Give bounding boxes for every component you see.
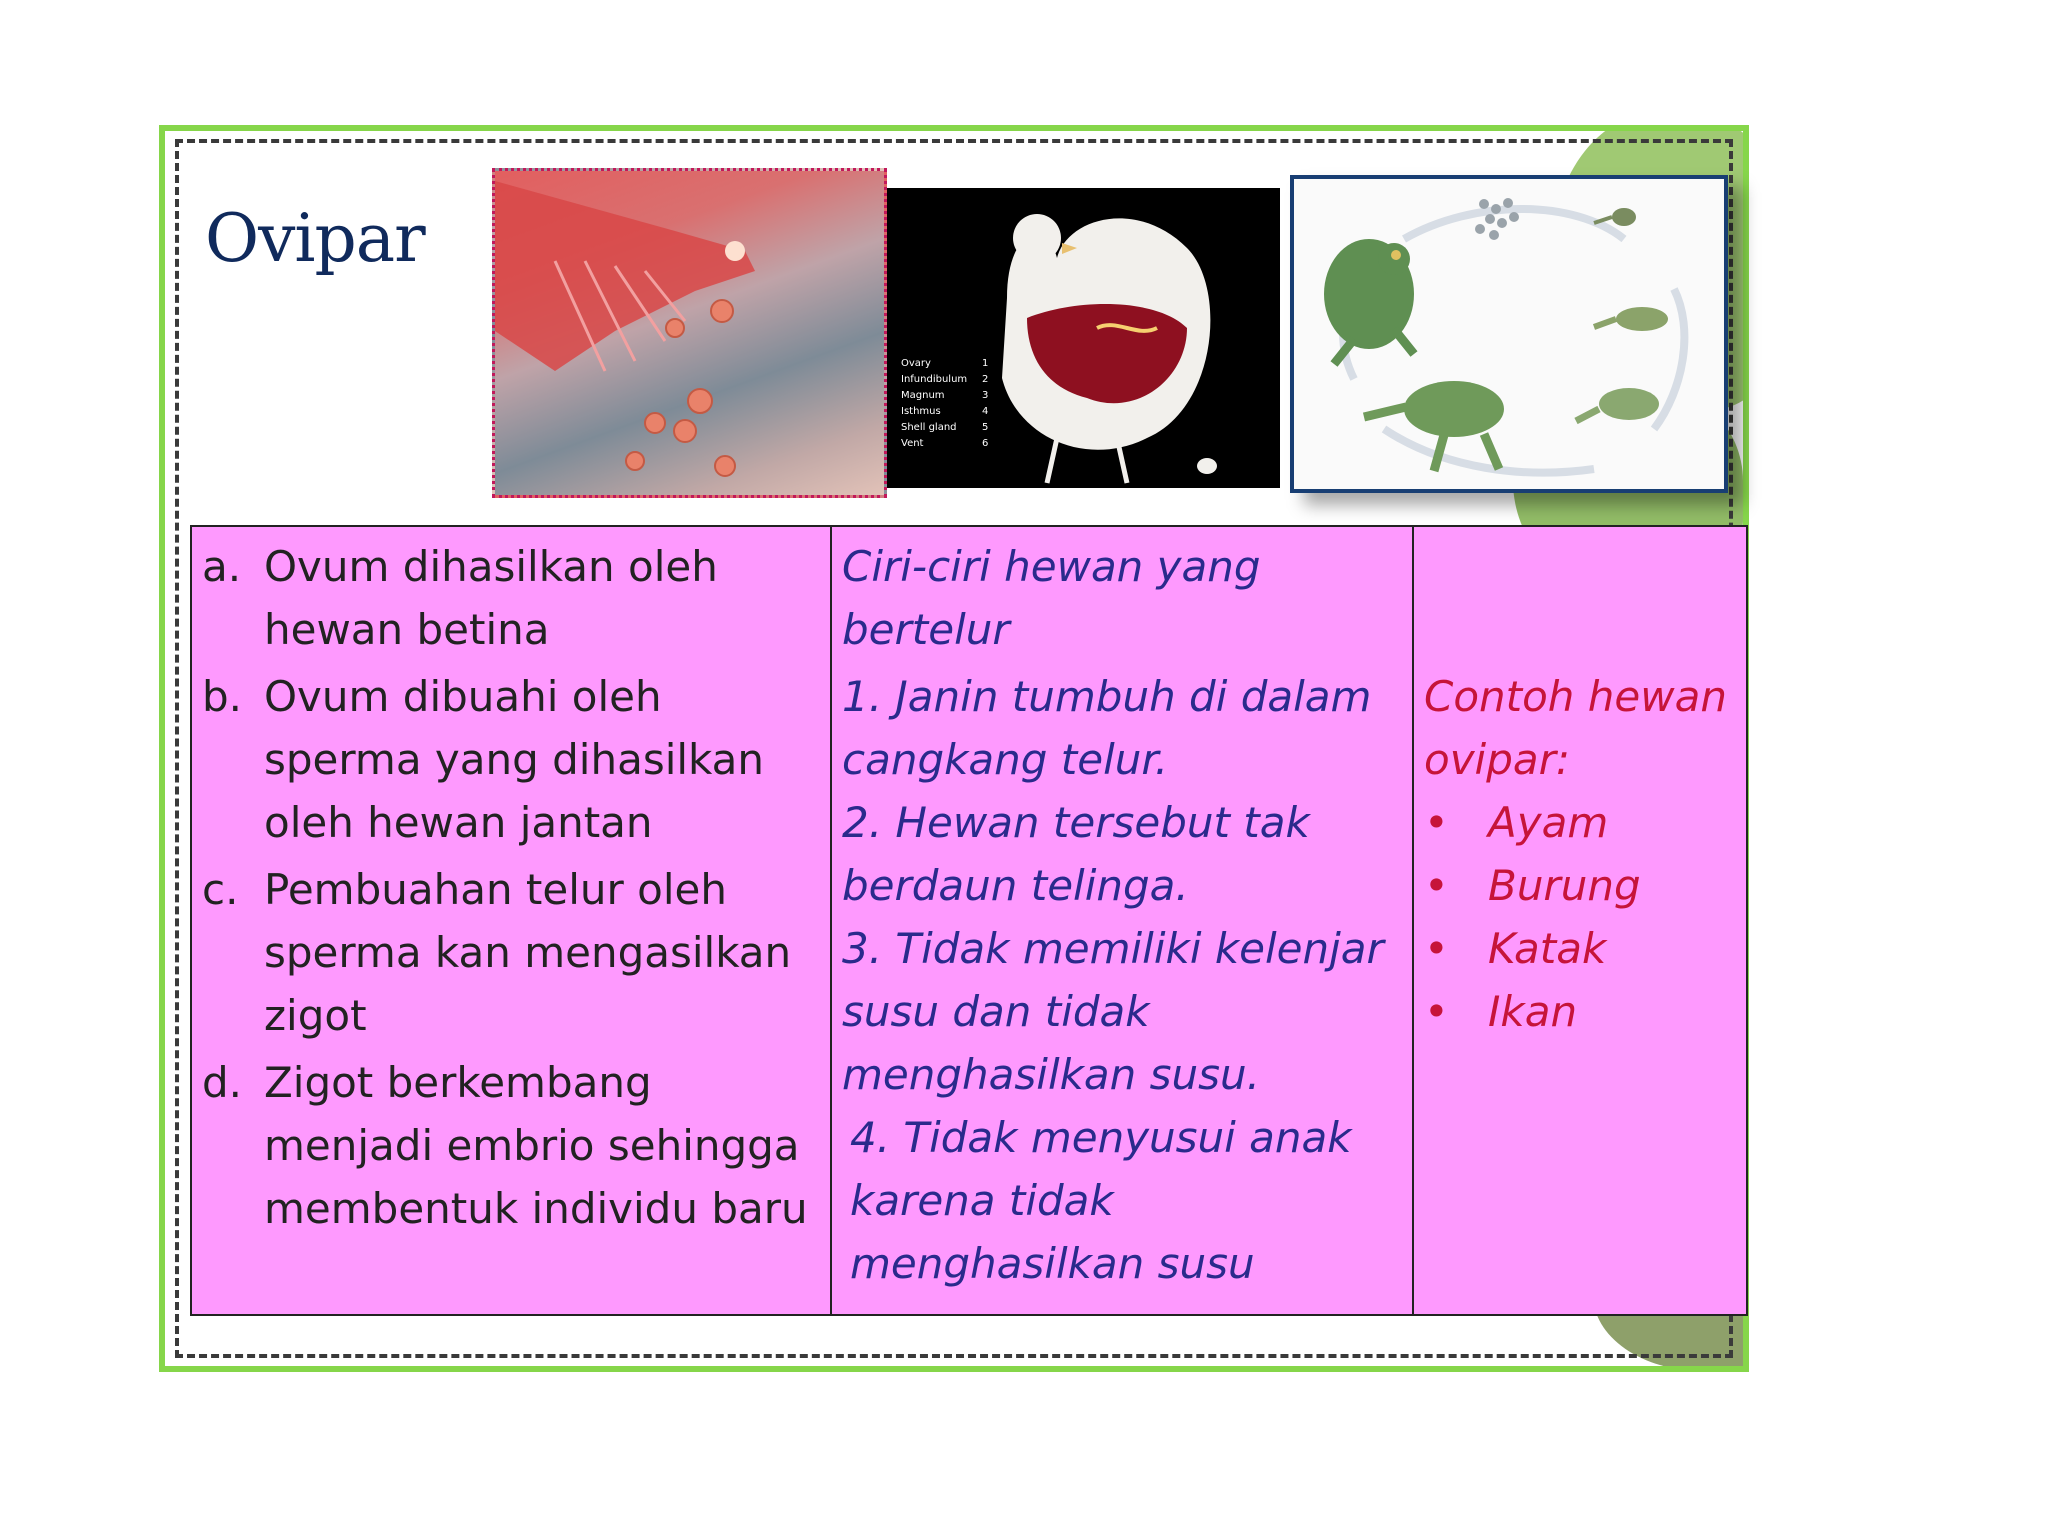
- hen-number-4: 4: [982, 406, 989, 417]
- example-item: • Burung: [1424, 854, 1746, 917]
- characteristic-item: 4. Tidak menyusui anak karena tidak menghasilkan susu: [850, 1113, 1352, 1288]
- hen-number-3: 3: [982, 390, 989, 401]
- hen-number-5: 5: [982, 422, 989, 433]
- process-item-label: b.: [202, 672, 243, 721]
- characteristic-item: 1. Janin tumbuh di dalam cangkang telur.: [842, 672, 1372, 784]
- characteristics-list: [842, 535, 1404, 1295]
- process-item: [202, 858, 830, 1047]
- process-item-text: Ovum dihasilkan oleh hewan betina: [264, 542, 718, 654]
- hen-number-2: 2: [982, 374, 989, 385]
- hen-label-2: Infundibulum: [901, 374, 968, 385]
- process-list: [202, 535, 830, 1240]
- process-item-label: c.: [202, 865, 239, 914]
- example-item: • Katak: [1424, 917, 1746, 980]
- process-item-label: d.: [202, 1058, 243, 1107]
- hen-label-6: Vent: [901, 438, 924, 449]
- process-item-text: Pembuahan telur oleh sperma kan mengasilkan zigot: [264, 865, 792, 1040]
- process-item-text: Ovum dibuahi oleh sperma yang dihasilkan oleh hewan jantan: [264, 672, 764, 847]
- characteristics-column: [832, 527, 1414, 1314]
- example-item: • Ikan: [1424, 980, 1746, 1043]
- hen-label-1: Ovary: [901, 358, 931, 369]
- hen-number-1: 1: [982, 358, 989, 369]
- example-item: • Ayam: [1424, 791, 1746, 854]
- process-column: [192, 527, 832, 1314]
- characteristic-item: 3. Tidak memiliki kelenjar susu dan tidak menghasilkan susu.: [842, 924, 1384, 1099]
- examples-heading: Contoh hewan ovipar:: [1424, 672, 1727, 784]
- frog-life-cycle-diagram: [1290, 175, 1728, 493]
- process-item-label: a.: [202, 542, 242, 591]
- hen-reproductive-system-illustration: [887, 188, 1280, 488]
- hen-number-6: 6: [982, 438, 989, 449]
- hen-label-4: Isthmus: [901, 406, 941, 417]
- process-item: [202, 1051, 830, 1240]
- characteristic-item: 2. Hewan tersebut tak berdaun telinga.: [842, 798, 1310, 910]
- examples-column: [1414, 527, 1746, 1314]
- page-title: Ovipar: [205, 200, 425, 277]
- examples-list: [1424, 665, 1746, 1043]
- hen-label-5: Shell gland: [901, 422, 957, 433]
- content-table: [190, 525, 1748, 1316]
- fish-eggs-photo: [492, 168, 887, 498]
- characteristics-heading: Ciri-ciri hewan yang bertelur: [842, 542, 1261, 654]
- hen-label-3: Magnum: [901, 390, 945, 401]
- process-item: [202, 665, 830, 854]
- process-item-text: Zigot berkembang menjadi embrio sehingga membentuk individu baru: [264, 1058, 808, 1233]
- process-item: [202, 535, 830, 661]
